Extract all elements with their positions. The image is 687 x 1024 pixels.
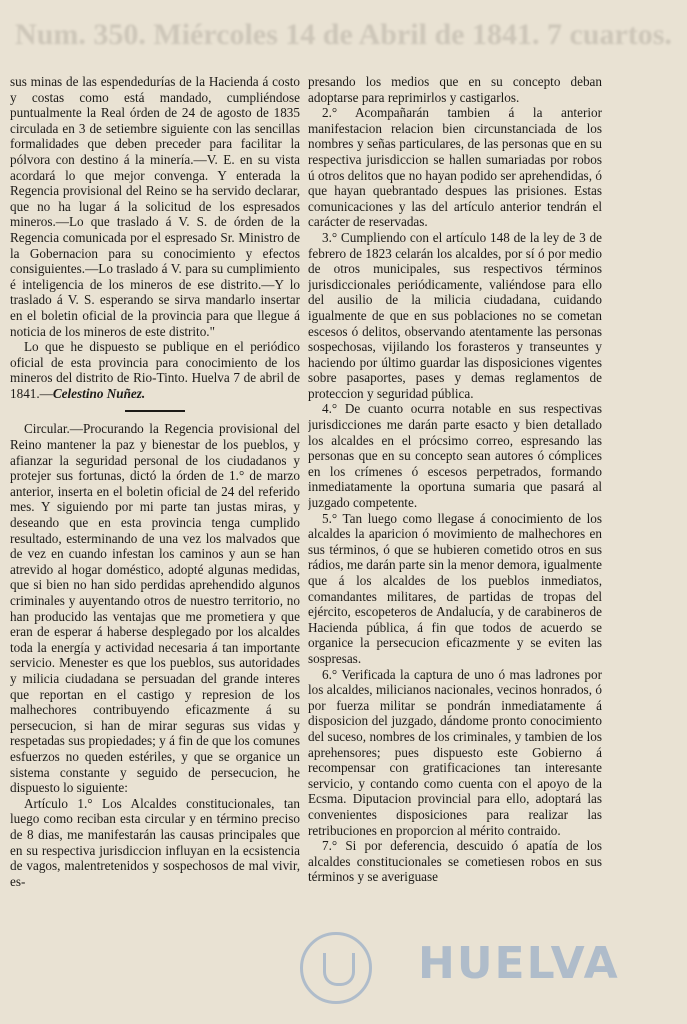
right-column — [308, 74, 602, 954]
watermark-logo-icon — [300, 932, 372, 1004]
left-paragraph-circular: Circular.—Procurando la Regencia provisional del Reino mantener la paz y bienestar de los pueblos, y afianzar la seguridad personal de los ciudadanos y protejer sus fortunas, dictó la órden de 1.° de marzo anterior, inserta en el boletin oficial de 24 del referido mes. Y siguiendo por mi parte tan justas miras, y deseando que en esta provincia tenga cumplido resultado, esterminando de una vez los malvados que de vez en cuando infestan los caminos y aun se han atrevido al hogar doméstico, adopté algunas medidas, que si bien no han sido perdidas aprehendido algunos criminales y auyentando otros de nuestro territorio, no han producido las ventajas que me prometiera y que eran de esperar á haberse desplegado por los alcaldes toda la energía y actividad necesaria á tan importante servicio. Menester es que los pueblos, sus autoridades y milicia ciudadana se persuadan del grande interes que reportan en el castigo y represion de los malhechores contribuyendo eficazmente á su persecucion, si han de mirar seguras sus vidas y respetadas sus propiedades; y á fin de que los comunes esfuerzos no queden estériles, y que se organice un sistema constante y seguido de persecucion, he dispuesto lo siguiente: — [10, 421, 300, 796]
faded-page-header: Num. 350. Miércoles 14 de Abril de 1841. 7 cuartos. — [15, 18, 672, 51]
library-watermark — [300, 930, 640, 1010]
right-paragraph-article-7: 7.° Si por deferencia, descuido ó apatía de los alcaldes constitucionales se cometiesen robos en sus términos y se averiguase — [308, 838, 602, 885]
section-divider — [125, 410, 185, 412]
watermark-text: HUELVA — [418, 938, 620, 989]
left-column — [10, 74, 300, 974]
left-paragraph-article-1: Artículo 1.° Los Alcaldes constitucionales, tan luego como reciban esta circular y en término preciso de 8 dias, me manifestarán las causas principales que en su respectiva jurisdiccion influyan en la ecsistencia de vagos, malentretenidos y sospechosos de mal vivir, es- — [10, 795, 300, 889]
left-paragraph-mining: sus minas de las espendedurías de la Hacienda á costo y costas como está mandado, cumpliéndose puntualmente la Real órden de 24 de agosto de 1835 circulada en 3 de setiembre siguiente con las sencillas formalidades que deben preceder para facilitar la pólvora con destino á la minería.—V. E. en su vista acordará lo que mejor convenga. Y enterada la Regencia provisional del Reino se ha servido declarar, que no ha lugar á la solicitud de los espresados mineros.—Lo que traslado á V. S. de órden de la Regencia comunicada por el espresado Sr. Ministro de la Gobernacion para su conocimiento y efectos consiguientes.—Lo traslado á V. para su cumplimiento é inteligencia de los mineros de ese distrito.—Y lo traslado á V. S. esperando se sirva mandarlo insertar en el boletin oficial de la provincia para que llegue á noticia de los mineros de este distrito." — [10, 74, 300, 339]
right-paragraph-article-3: 3.° Cumpliendo con el artículo 148 de la ley de 3 de febrero de 1823 celarán los alcaldes, por sí ó por medio de otros municipales, sus respectivos términos jurisdiccionales periódicamente, valiéndose para ello del ausilio de la milicia ciudadana, cuidando igualmente de que en sus poblaciones no se cometan escesos ó delitos, observando atentamente las personas sospechosas, vijilando los forasteros y transeuntes y haciendo por último guardar las disposiciones vigentes sobre pasaportes, pases y demas reglamentos de proteccion y seguridad pública. — [308, 229, 602, 401]
right-paragraph-article-2: 2.° Acompañarán tambien á la anterior manifestacion relacion bien circunstanciada de los nombres y señas particulares, de las personas que en su respectiva jurisdiccion se hallen sumariadas por robos ú otros delitos que no hayan podido ser aprehendidas, ó que hayan quebrantado despues las prisiones. Estas comunicaciones y las del artículo anterior tendrán el carácter de reservadas. — [308, 105, 602, 230]
right-paragraph-article-4: 4.° De cuanto ocurra notable en sus respectivas jurisdicciones me darán parte esacto y bien detallado los alcaldes en el prócsimo correo, espresando las personas que en su concepto sean autores ó cómplices en los crímenes ó escesos perpetrados, formando inmediatamente la oportuna sumaria que pasará al juzgado competente. — [308, 401, 602, 511]
left-paragraph-publication — [10, 339, 300, 401]
right-paragraph-article-6: 6.° Verificada la captura de uno ó mas ladrones por los alcaldes, milicianos nacionales, vecinos honrados, ó por fuerza militar se pondrán inmediatamente á disposicion del juzgado, dándome pronto conocimiento del suceso, nombres de los criminales, y tambien de los aprehensores; pues dispuesto este Gobierno á recompensar con gratificaciones tan interesante servicio, y contando como cuenta con el apoyo de la Ecsma. Diputacion provincial para ello, adoptará las convenientes disposiciones para realizar las retribuciones en proporcion al mérito contraido. — [308, 666, 602, 838]
publication-text: Lo que he dispuesto se publique en el periódico oficial de esta provincia para conocimiento de los mineros del distrito de Rio-Tinto. Huelva 7 de abril de 1841.— — [10, 339, 300, 401]
signature: Celestino Nuñez. — [52, 385, 146, 401]
right-paragraph-article-5: 5.° Tan luego como llegase á conocimiento de los alcaldes la aparicion ó movimiento de malhechores en sus términos, ó que se hubieren cometido otros en sus rádios, me darán parte sin la menor demora, igualmente que á los alcaldes de los pueblos inmediatos, comandantes militares, de partidas de tropas del ejército, escopeteros de Andalucía, y de carabineros de Hacienda pública, á fin que todos de acuerdo se organice la persecucion eficazmente y se eviten las sospresas. — [308, 510, 602, 666]
right-paragraph-continuation: presando los medios que en su concepto deban adoptarse para reprimirlos y castigarlos. — [308, 74, 602, 105]
